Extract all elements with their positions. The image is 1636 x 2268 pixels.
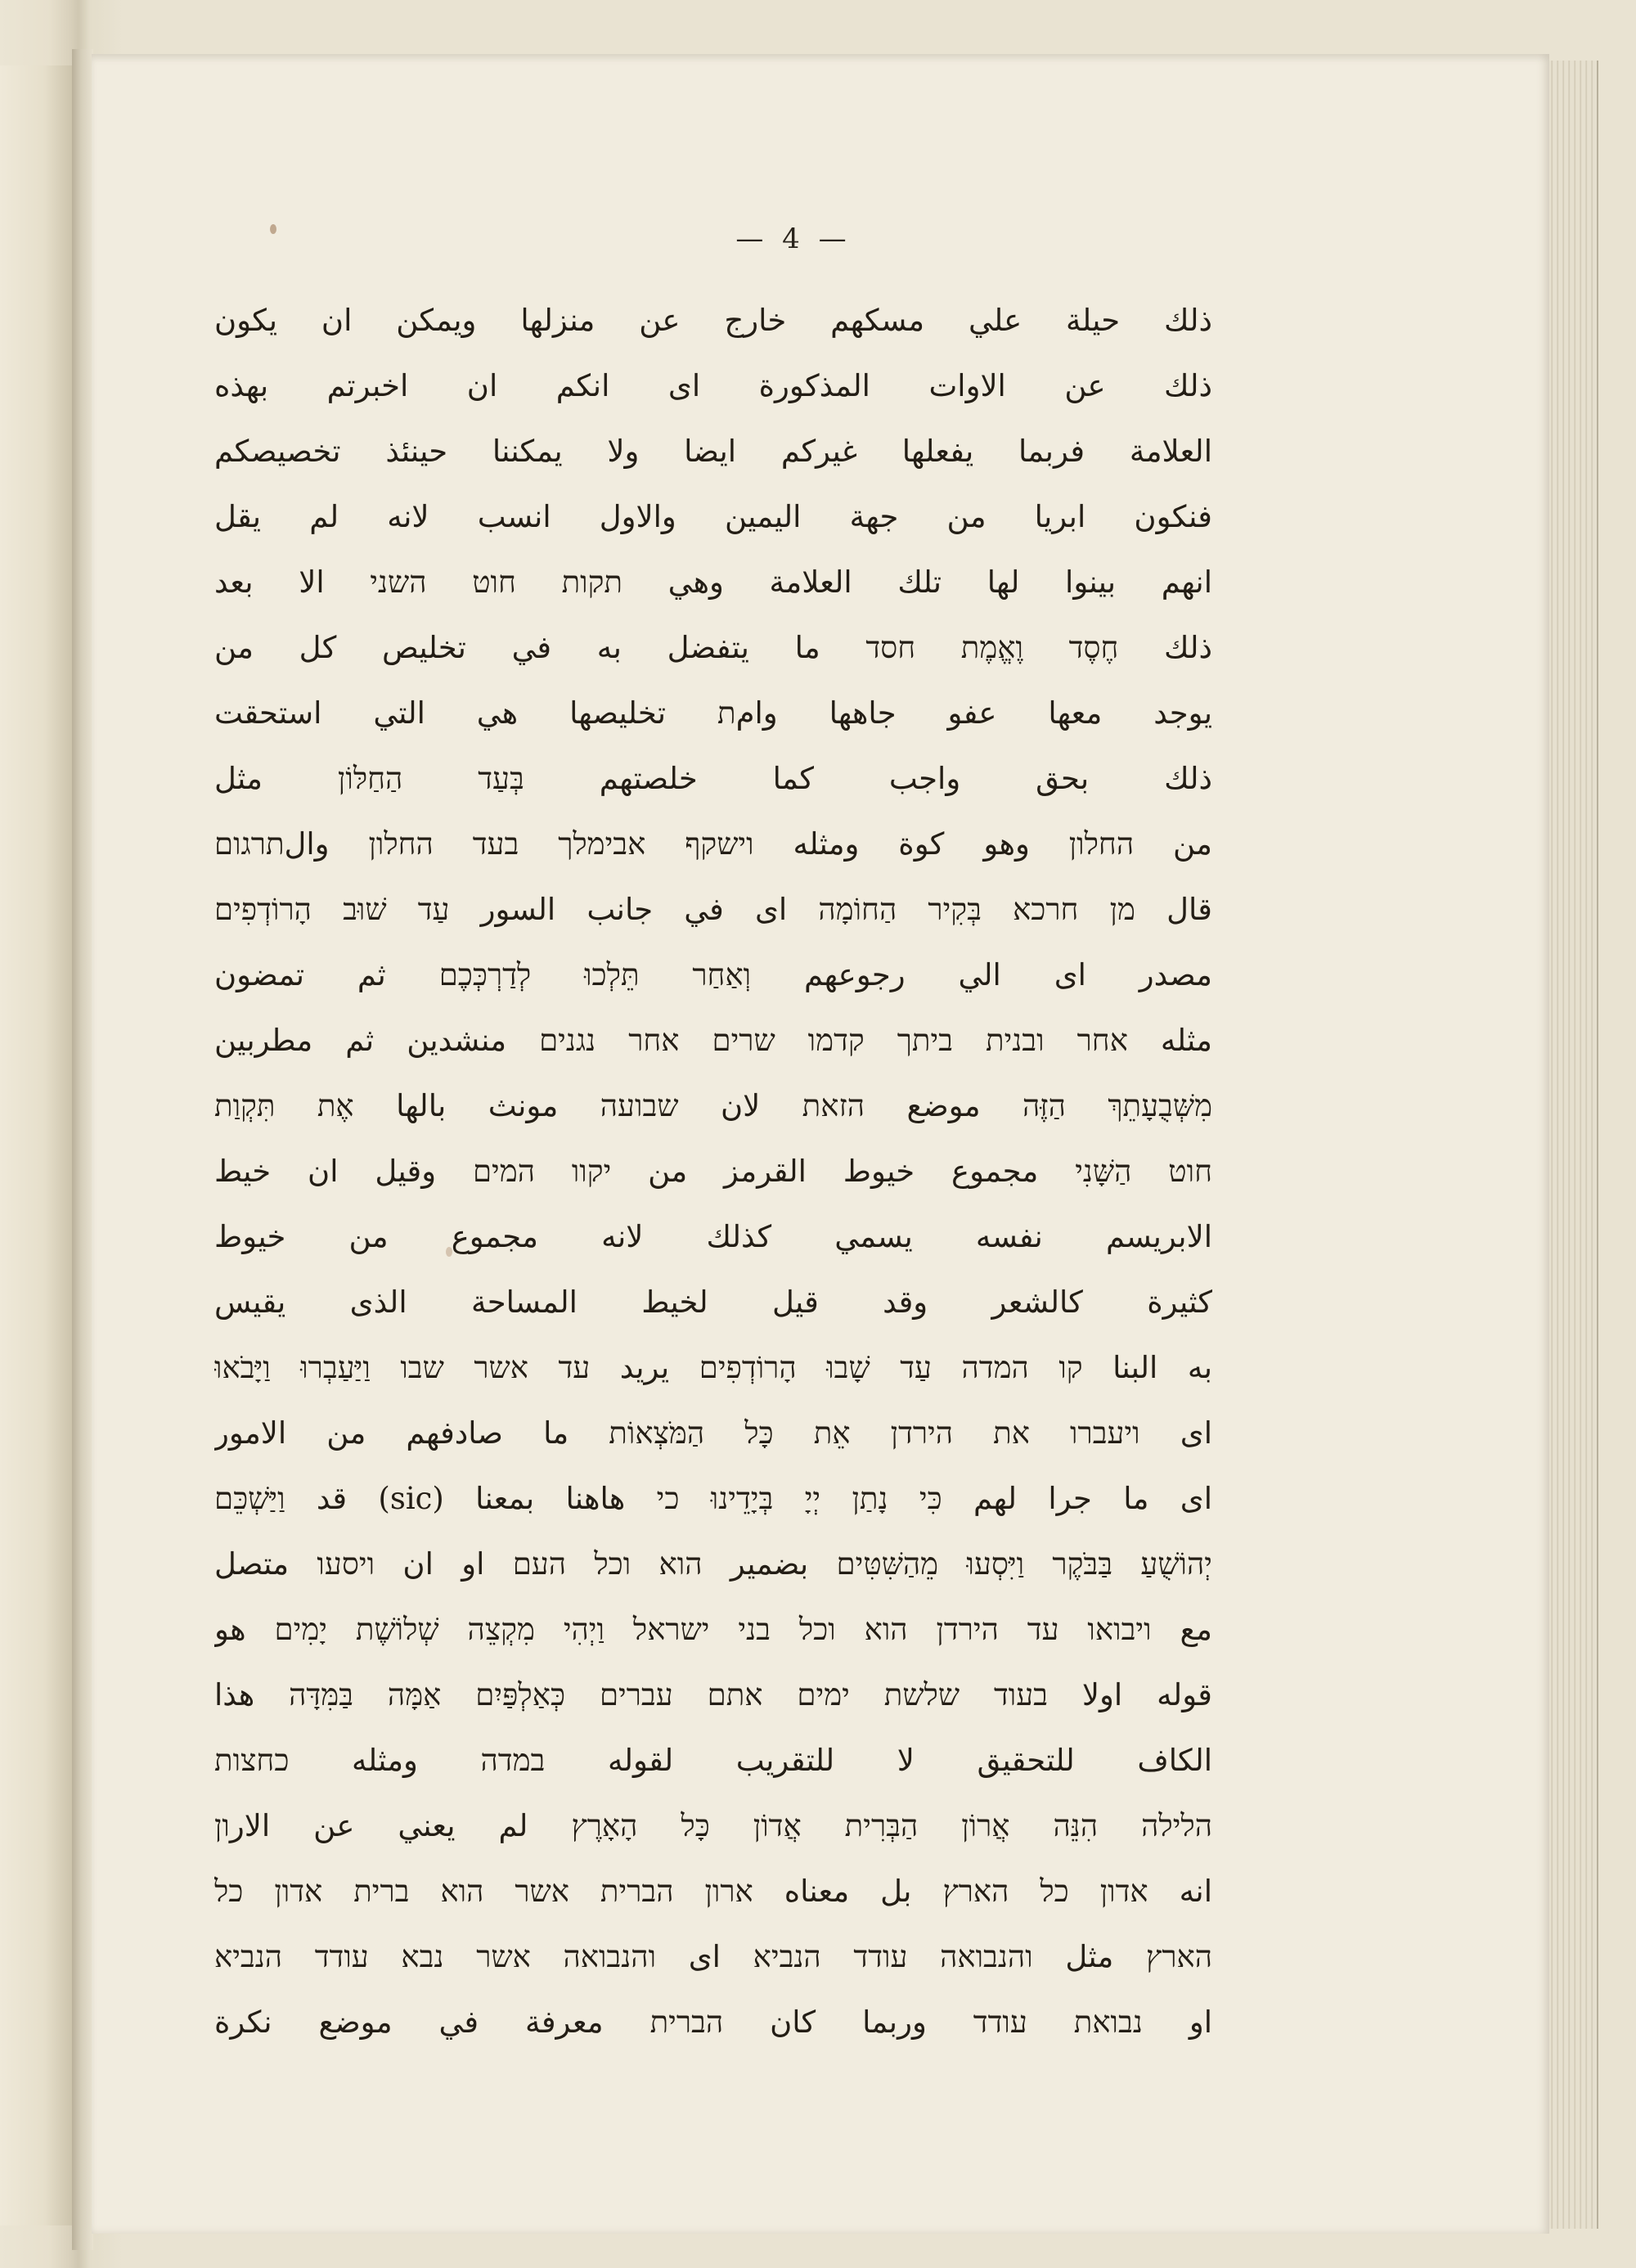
text-line: חוט הַשָּׁנִי مجموع خيوط القرمز من יקוו המים وقيل ان خيط — [214, 1154, 1212, 1189]
text-line: הארץ مثل והנבואה עודד הנביא اى והנבואה אשר נבא עודד הנביא — [214, 1939, 1212, 1974]
page-stack-edges — [1548, 61, 1598, 2229]
ink-spot — [270, 224, 276, 234]
text-line: اى ויעברו את הירדן אֵת כָּל הַמֹּצְאוֹת ما صادفهم من الامور — [214, 1415, 1212, 1451]
text-line: قوله اولا בעוד שלשת ימים אתם עברים כְּאַלְפַּיִם אַמָּה בַּמִּדָּה هذا — [214, 1677, 1212, 1712]
body-text — [214, 288, 1212, 2040]
text-line: من החלון وهو كوة ومثله וישקף אבימלך בעד החלון والתרגום — [214, 826, 1212, 862]
text-line: انه אדון כל הארץ بل معناه ארון הברית אשר הוא ברית אדון כל — [214, 1874, 1212, 1909]
text-line: מִשְּׁבֻעָתֵךְ הַזֶּה موضع הזאת لان שבועה مونث بالها אֶת תִּקְוַת — [214, 1088, 1212, 1123]
text-line: الكاف للتحقيق لا للتقريب لقوله במדה ومثله כחצות — [214, 1743, 1212, 1778]
text-line: הלילה הִנֵּה אֲרוֹן הַבְּרִית אֲדוֹן כָּל הָאָרֶץ لم يعني عن الارון — [214, 1808, 1212, 1843]
text-line: ذلك بحق واجب كما خلصتهم בְּעַד הַחַלּוֹן مثل — [214, 761, 1212, 796]
text-line: العلامة فربما يفعلها غيركم ايضا ولا يمكننا حينئذ تخصيصكم — [214, 434, 1212, 469]
text-line: فنكون ابريا من جهة اليمين والاول انسب لانه لم يقل — [214, 499, 1212, 534]
text-line: به البنا קו המדה עַד שָׁבוּ הָרוֹדְפִים يريد עד אשר שבו וַיַּעַבְרוּ וַיָּבֹאוּ — [214, 1350, 1212, 1385]
text-line: ذلك حيلة علي مسكهم خارج عن منزلها ويمكن ان يكون — [214, 303, 1212, 338]
text-line: اى ما جرا لهم כִּי נָתַן יְיָ בְּיָדֵינוּ כי هاهنا بمعنا (sic) قد וַיַּשְׁכֵּם — [214, 1481, 1212, 1516]
text-line: كثيرة كالشعر وقد قيل لخيط المساحة الذى يقيس — [214, 1285, 1212, 1320]
text-line: مثله אחר ובנית ביתך קדמו שרים אחר נגנים منشدين ثم مطربين — [214, 1023, 1212, 1058]
text-line: ذلك חֶסֶד וֶאֱמֶת חסד ما يتفضل به في تخليص كل من — [214, 630, 1212, 665]
text-line: ذلك عن الاوات المذكورة اى انكم ان اخبرتم بهذه — [214, 368, 1212, 403]
text-line: يوجد معها عفو جاهها وامת تخليصها هي التي استحقت — [214, 695, 1212, 731]
text-line: יְהוֹשֻׁעַ בַּבֹּקֶר וַיִּסְעוּ מֵהַשִּׁטִּים بضمير הוא וכל העם او ان ויסעו متصل — [214, 1546, 1212, 1582]
book-gutter — [72, 49, 93, 2250]
text-line: مع ויבואו עד הירדן הוא וכל בני ישראל וַיְהִי מִקְצֵה שְׁלוֹשֶׁת יָמִים هو — [214, 1612, 1212, 1647]
text-line: قال מן חרכא בְּקִיר הַחוֹמָה اى في جانب السور עַד שׁוּב הָרוֹדְפִים — [214, 892, 1212, 927]
page-number: — 4 — — [735, 223, 852, 255]
text-line: الابريسم نفسه يسمي كذلك لانه مجموع من خيوط — [214, 1219, 1212, 1254]
facing-page-edge — [0, 65, 74, 2225]
text-line: انهم بينوا لها تلك العلامة وهي תקות חוט השני الا بعد — [214, 565, 1212, 600]
text-line: مصدر اى الي رجوعهم וְאַחַר תֵּלְכוּ לְדַרְכְּכֶם ثم تمضون — [214, 957, 1212, 992]
text-line: او נבואת עודד وربما كان הברית معرفة في موضع نكرة — [214, 2005, 1212, 2040]
